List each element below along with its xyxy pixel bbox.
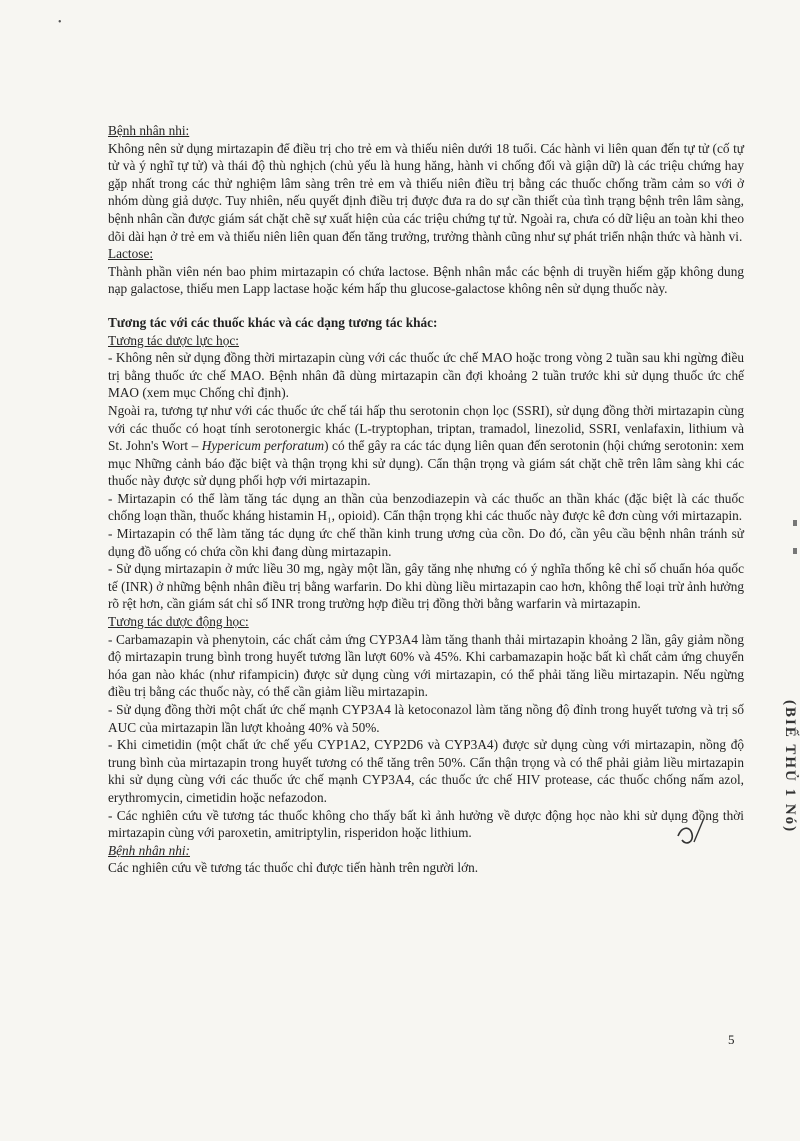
paragraph-serotonin: [108, 402, 744, 490]
margin-tick: [793, 520, 797, 526]
paragraph-lactose: Thành phần viên nén bao phim mirtazapin có chứa lactose. Bệnh nhân mắc các bệnh di truyền hiếm gặp không dung nạp galactose, thiếu men Lapp lactase hoặc kém hấp thu glucose-galactose không nên sử dụng thuốc này.: [108, 263, 744, 297]
serotonin-text-b: ) có thể gây ra các tác dụng liên quan đến serotonin (hội chứng serotonin: xem mục Những cảnh báo đặc biệt và thận trọng khi sử dụng). Cẩn thận trọng và giám sát chặt chẽ trên lâm sàng khi các thuốc này được sử dụng phối hợp với mirtazapin.: [108, 438, 744, 489]
section-heading-pediatric: Bệnh nhân nhi:: [108, 123, 190, 138]
serotonin-text-italic: Hypericum perforatum: [201, 438, 325, 454]
subheading-pharmacodynamic: Tương tác dược lực học:: [108, 332, 239, 348]
paragraph-warfarin: - Sử dụng mirtazapin ở mức liều 30 mg, ngày một lần, gây tăng nhẹ nhưng có ý nghĩa thống kê chỉ số chuẩn hóa quốc tế (INR) ở những bệnh nhân điều trị bằng warfarin. Do khi dùng liều mirtazapin cao hơn, không thể loại trừ ảnh hưởng rõ rệt hơn, cần giám sát chỉ số INR trong trường hợp điều trị đồng thời bằng warfarin và mirtazapin.: [108, 561, 744, 612]
spacer: [108, 298, 744, 314]
handwritten-correction-mark: [672, 812, 712, 856]
paragraph-alcohol: - Mirtazapin có thể làm tăng tác dụng ức chế thần kinh trung ương của cồn. Do đó, cần yêu cầu bệnh nhân tránh sử dụng đồ uống có chứa cồn khi đang dùng mirtazapin.: [108, 526, 744, 559]
document-body: [108, 122, 744, 877]
section-heading-interactions: Tương tác với các thuốc khác và các dạng tương tác khác:: [108, 314, 438, 330]
section-heading-lactose: Lactose:: [108, 246, 154, 262]
margin-tick: [793, 548, 797, 554]
paragraph-sedation: - Mirtazapin có thể làm tăng tác dụng an thần của benzodiazepin và các thuốc an thần khác (đặc biệt là các thuốc chống loạn thần, thuốc kháng histamin H₁, opioid). Cẩn thận trọng khi các thuốc này được kê đơn cùng với mirtazapin.: [108, 490, 744, 524]
serotonin-text-a: Ngoài ra, tương tự như với các thuốc ức chế tái hấp thu serotonin chọn lọc (SSRI), sử dụng đồng thời mirtazapin cùng với các thuốc có hoạt tính serotonergic khác (L-tryptophan, triptan, tramadol, linezolid, SSRI, venlafaxin, lithium và St. John's Wort –: [108, 402, 744, 454]
paragraph-ketoconazol: - Sử dụng đồng thời một chất ức chế mạnh CYP3A4 là ketoconazol làm tăng nồng độ đỉnh trong huyết tương và trị số AUC của mirtazapin lần lượt khoảng 40% và 50%.: [108, 702, 744, 735]
side-stamp: (BIẾ THỦ 1 Nó): [782, 700, 798, 834]
paragraph-pediatric: Không nên sử dụng mirtazapin để điều trị cho trẻ em và thiếu niên dưới 18 tuổi. Các hành vi liên quan đến tự tử (cố tự tử và ý nghĩ tự tử) và thái độ thù nghịch (chủ yếu là hung hăng, hành vi chống đối và giận dữ) là các triệu chứng hay gặp nhất trong các thử nghiệm lâm sàng trên trẻ em và thiếu niên điều trị bằng các thuốc chống trầm cảm so với ở nhóm dùng giả dược. Tuy nhiên, nếu quyết định điều trị được đưa ra do sự cần thiết của tình trạng bệnh trên lâm sàng, bệnh nhân cần được giám sát chặt chẽ sự xuất hiện của các triệu chứng tự tử. Ngoài ra, chưa có dữ liệu an toàn khi theo dõi dài hạn ở trẻ em và thiếu niên liên quan đến tăng trưởng, trưởng thành cũng như sự phát triển nhận thức và hành vi.: [108, 140, 744, 244]
subheading-pediatric-interactions: Bệnh nhân nhi:: [108, 842, 190, 858]
paragraph-cimetidin: - Khi cimetidin (một chất ức chế yếu CYP1A2, CYP2D6 và CYP3A4) được sử dụng cùng với mirtazapin, nồng độ trung bình của mirtazapin trong huyết tương có thể tăng trên 50%. Cẩn thận trọng và có thể phải giảm liều mirtazapin khi sử dụng cùng với các thuốc ức chế mạnh CYP3A4, các thuốc ức chế HIV protease, các thuốc chống nấm azol, erythromycin, cimetidin hoặc nefazodon.: [108, 737, 744, 805]
paragraph-mao: - Không nên sử dụng đồng thời mirtazapin cùng với các thuốc ức chế MAO hoặc trong vòng 2 tuần sau khi ngừng điều trị bằng thuốc ức chế MAO. Bệnh nhân đã dùng mirtazapin cần đợi khoảng 2 tuần trước khi sử dụng thuốc ức chế MAO (xem mục Chống chỉ định).: [108, 350, 744, 401]
paragraph-carbamazapin: - Carbamazapin và phenytoin, các chất cảm ứng CYP3A4 làm tăng thanh thải mirtazapin khoảng 2 lần, gây giảm nồng độ mirtazapin trung bình trong huyết tương lần lượt 60% và 45%. Khi carbamazapin hoặc bất kì chất cảm ứng chuyển hóa gan nào khác (như rifampicin) được sử dụng cùng với mirtazapin, có thể phải tăng liều mirtazapin. Nếu ngừng điều trị bằng các thuốc này, có thể cần giảm liều mirtazapin.: [108, 631, 744, 700]
page-number: 5: [728, 1032, 735, 1047]
scan-dot: •: [58, 17, 62, 28]
paragraph-adults-only: Các nghiên cứu về tương tác thuốc chỉ được tiến hành trên người lớn.: [108, 860, 479, 876]
subheading-pharmacokinetic: Tương tác dược động học:: [108, 614, 249, 630]
paragraph-other-studies: - Các nghiên cứu về tương tác thuốc không cho thấy bất kì ảnh hưởng về dược động học nào khi sử dụng đồng thời mirtazapin cùng với paroxetin, amitriptylin, risperidon hoặc lithium.: [108, 807, 744, 841]
